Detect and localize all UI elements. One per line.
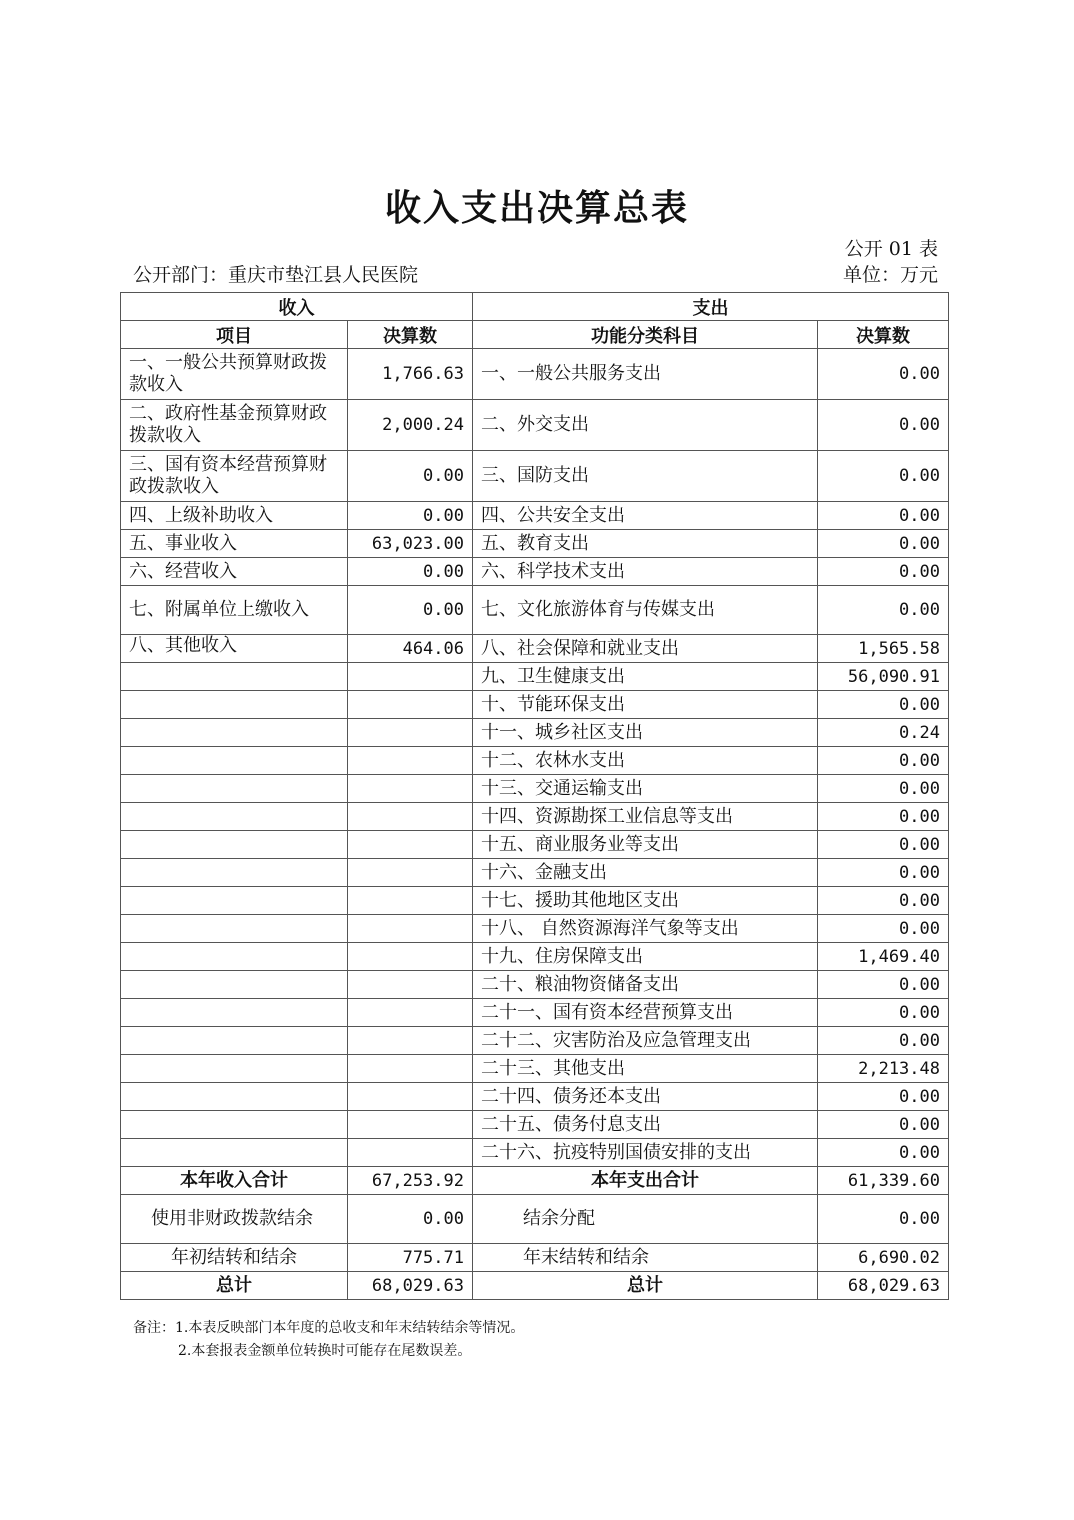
grand-total-income-label: 总计 [121, 1272, 348, 1300]
expense-amount-cell: 0.00 [818, 803, 949, 831]
table-row [121, 691, 949, 719]
table-row [121, 915, 949, 943]
income-amount-cell [348, 1083, 473, 1111]
income-amount-cell [348, 943, 473, 971]
income-amount-cell: 63,023.00 [348, 530, 473, 558]
income-item-cell [121, 915, 348, 943]
table-row [121, 1055, 949, 1083]
income-amount-cell [348, 999, 473, 1027]
income-item-cell [121, 831, 348, 859]
income-amount-cell: 0.00 [348, 586, 473, 635]
expense-amount-cell: 0.00 [818, 915, 949, 943]
table-row [121, 971, 949, 999]
expense-item-cell: 十、节能环保支出 [473, 691, 818, 719]
expense-amount-cell: 0.00 [818, 831, 949, 859]
expense-item-cell: 十八、 自然资源海洋气象等支出 [473, 915, 818, 943]
expense-amount-cell: 0.00 [818, 971, 949, 999]
income-item-cell [121, 1111, 348, 1139]
expense-item-cell: 一、一般公共服务支出 [473, 349, 818, 400]
begin-balance-label: 年初结转和结余 [121, 1244, 348, 1272]
income-item-cell [121, 747, 348, 775]
expense-amount-cell: 0.00 [818, 558, 949, 586]
expense-amount-cell: 0.00 [818, 999, 949, 1027]
expense-item-cell: 二、外交支出 [473, 400, 818, 451]
income-item-cell: 四、上级补助收入 [121, 502, 348, 530]
table-row [121, 859, 949, 887]
expense-amount-cell: 0.00 [818, 859, 949, 887]
table-row [121, 803, 949, 831]
income-amount-cell: 0.00 [348, 451, 473, 502]
table-row [121, 831, 949, 859]
begin-balance: 775.71 [348, 1244, 473, 1272]
income-amount-cell: 464.06 [348, 635, 473, 663]
income-item-cell [121, 971, 348, 999]
income-amount-cell [348, 1027, 473, 1055]
table-row [121, 719, 949, 747]
budget-summary-table [120, 292, 949, 1300]
income-item-cell: 五、事业收入 [121, 530, 348, 558]
income-amount-cell: 0.00 [348, 502, 473, 530]
income-item-cell [121, 803, 348, 831]
table-row [121, 663, 949, 691]
expense-item-cell: 二十一、国有资本经营预算支出 [473, 999, 818, 1027]
income-amount-cell [348, 1055, 473, 1083]
table-row [121, 400, 949, 451]
table-row [121, 586, 949, 635]
income-item-cell [121, 887, 348, 915]
expense-amount-header: 决算数 [818, 321, 949, 349]
expense-header: 支出 [473, 293, 949, 321]
notes [133, 1317, 524, 1363]
expense-item-cell: 十五、商业服务业等支出 [473, 831, 818, 859]
expense-amount-cell: 0.00 [818, 887, 949, 915]
expense-item-cell: 二十六、抗疫特别国债安排的支出 [473, 1139, 818, 1167]
table-row [121, 502, 949, 530]
grand-total-expense-label: 总计 [473, 1272, 818, 1300]
expense-amount-cell: 0.00 [818, 451, 949, 502]
income-amount-cell [348, 971, 473, 999]
income-amount-cell [348, 747, 473, 775]
table-row [121, 775, 949, 803]
end-balance-label: 年末结转和结余 [473, 1244, 818, 1272]
income-amount-cell [348, 831, 473, 859]
expense-amount-cell: 0.00 [818, 1139, 949, 1167]
income-item-cell: 一、一般公共预算财政拨款收入 [121, 349, 348, 400]
expense-amount-cell: 56,090.91 [818, 663, 949, 691]
income-amount-cell [348, 663, 473, 691]
balance-distribution: 0.00 [818, 1195, 949, 1244]
table-row [121, 1139, 949, 1167]
year-income-total-label: 本年收入合计 [121, 1167, 348, 1195]
income-item-cell: 八、其他收入 [121, 635, 348, 663]
income-amount-cell: 0.00 [348, 558, 473, 586]
year-expense-total: 61,339.60 [818, 1167, 949, 1195]
income-item-cell [121, 663, 348, 691]
expense-item-cell: 九、卫生健康支出 [473, 663, 818, 691]
table-row [121, 1083, 949, 1111]
nonfiscal-balance-label: 使用非财政拨款结余 [121, 1195, 348, 1244]
income-item-cell: 三、国有资本经营预算财政拨款收入 [121, 451, 348, 502]
expense-item-cell: 三、国防支出 [473, 451, 818, 502]
income-amount-cell [348, 1139, 473, 1167]
note-line-2: 2.本套报表金额单位转换时可能存在尾数误差。 [178, 1343, 472, 1359]
page-title: 收入支出决算总表 [384, 188, 689, 229]
income-amount-cell [348, 887, 473, 915]
year-expense-total-label: 本年支出合计 [473, 1167, 818, 1195]
nonfiscal-balance: 0.00 [348, 1195, 473, 1244]
expense-item-cell: 十七、援助其他地区支出 [473, 887, 818, 915]
expense-amount-cell: 0.00 [818, 747, 949, 775]
balance-distribution-label: 结余分配 [473, 1195, 818, 1244]
expense-amount-cell: 1,469.40 [818, 943, 949, 971]
expense-item-cell: 七、文化旅游体育与传媒支出 [473, 586, 818, 635]
income-item-cell [121, 1027, 348, 1055]
table-row [121, 451, 949, 502]
expense-item-cell: 八、社会保障和就业支出 [473, 635, 818, 663]
grand-total-expense: 68,029.63 [818, 1272, 949, 1300]
income-amount-cell [348, 803, 473, 831]
expense-item-cell: 十二、农林水支出 [473, 747, 818, 775]
income-item-cell [121, 719, 348, 747]
income-item-header: 项目 [121, 321, 348, 349]
table-row [121, 1027, 949, 1055]
expense-amount-cell: 0.00 [818, 1027, 949, 1055]
expense-item-cell: 五、教育支出 [473, 530, 818, 558]
income-item-cell [121, 775, 348, 803]
expense-item-cell: 十九、住房保障支出 [473, 943, 818, 971]
expense-item-cell: 二十二、灾害防治及应急管理支出 [473, 1027, 818, 1055]
expense-item-cell: 二十五、债务付息支出 [473, 1111, 818, 1139]
expense-item-cell: 十一、城乡社区支出 [473, 719, 818, 747]
income-header: 收入 [121, 293, 473, 321]
income-item-cell [121, 1055, 348, 1083]
income-item-cell [121, 691, 348, 719]
income-amount-cell [348, 915, 473, 943]
income-amount-cell: 1,766.63 [348, 349, 473, 400]
table-row [121, 943, 949, 971]
expense-item-cell: 十六、金融支出 [473, 859, 818, 887]
income-amount-cell [348, 691, 473, 719]
table-row [121, 635, 949, 663]
income-item-cell [121, 1139, 348, 1167]
table-row [121, 558, 949, 586]
income-amount-cell [348, 775, 473, 803]
unit-label: 单位：万元 [842, 264, 938, 286]
expense-amount-cell: 0.00 [818, 1083, 949, 1111]
table-row [121, 999, 949, 1027]
income-amount-cell [348, 859, 473, 887]
income-item-cell: 二、政府性基金预算财政拨款收入 [121, 400, 348, 451]
table-row [121, 349, 949, 400]
table-row [121, 747, 949, 775]
grand-total-income: 68,029.63 [348, 1272, 473, 1300]
form-number: 公开 01 表 [844, 238, 938, 260]
expense-amount-cell: 0.00 [818, 586, 949, 635]
income-item-cell: 七、附属单位上缴收入 [121, 586, 348, 635]
expense-item-cell: 十四、资源勘探工业信息等支出 [473, 803, 818, 831]
income-item-cell: 六、经营收入 [121, 558, 348, 586]
expense-item-cell: 二十四、债务还本支出 [473, 1083, 818, 1111]
income-item-cell [121, 1083, 348, 1111]
table-row [121, 887, 949, 915]
income-amount-cell [348, 1111, 473, 1139]
table-row [121, 1111, 949, 1139]
note-line-1: 备注：1.本表反映部门本年度的总收支和年末结转结余等情况。 [133, 1320, 525, 1336]
expense-amount-cell: 0.00 [818, 775, 949, 803]
expense-item-header: 功能分类科目 [473, 321, 818, 349]
income-amount-cell [348, 719, 473, 747]
expense-amount-cell: 0.00 [818, 400, 949, 451]
expense-amount-cell: 2,213.48 [818, 1055, 949, 1083]
table-row [121, 530, 949, 558]
expense-item-cell: 十三、交通运输支出 [473, 775, 818, 803]
expense-amount-cell: 1,565.58 [818, 635, 949, 663]
expense-amount-cell: 0.00 [818, 691, 949, 719]
expense-item-cell: 六、科学技术支出 [473, 558, 818, 586]
income-item-cell [121, 859, 348, 887]
income-amount-cell: 2,000.24 [348, 400, 473, 451]
expense-amount-cell: 0.00 [818, 502, 949, 530]
income-item-cell [121, 943, 348, 971]
expense-amount-cell: 0.00 [818, 1111, 949, 1139]
end-balance: 6,690.02 [818, 1244, 949, 1272]
expense-amount-cell: 0.24 [818, 719, 949, 747]
income-amount-header: 决算数 [348, 321, 473, 349]
year-income-total: 67,253.92 [348, 1167, 473, 1195]
department-label: 公开部门：重庆市垫江县人民医院 [133, 264, 419, 286]
expense-item-cell: 二十三、其他支出 [473, 1055, 818, 1083]
income-item-cell [121, 999, 348, 1027]
expense-amount-cell: 0.00 [818, 349, 949, 400]
expense-amount-cell: 0.00 [818, 530, 949, 558]
expense-item-cell: 四、公共安全支出 [473, 502, 818, 530]
expense-item-cell: 二十、粮油物资储备支出 [473, 971, 818, 999]
